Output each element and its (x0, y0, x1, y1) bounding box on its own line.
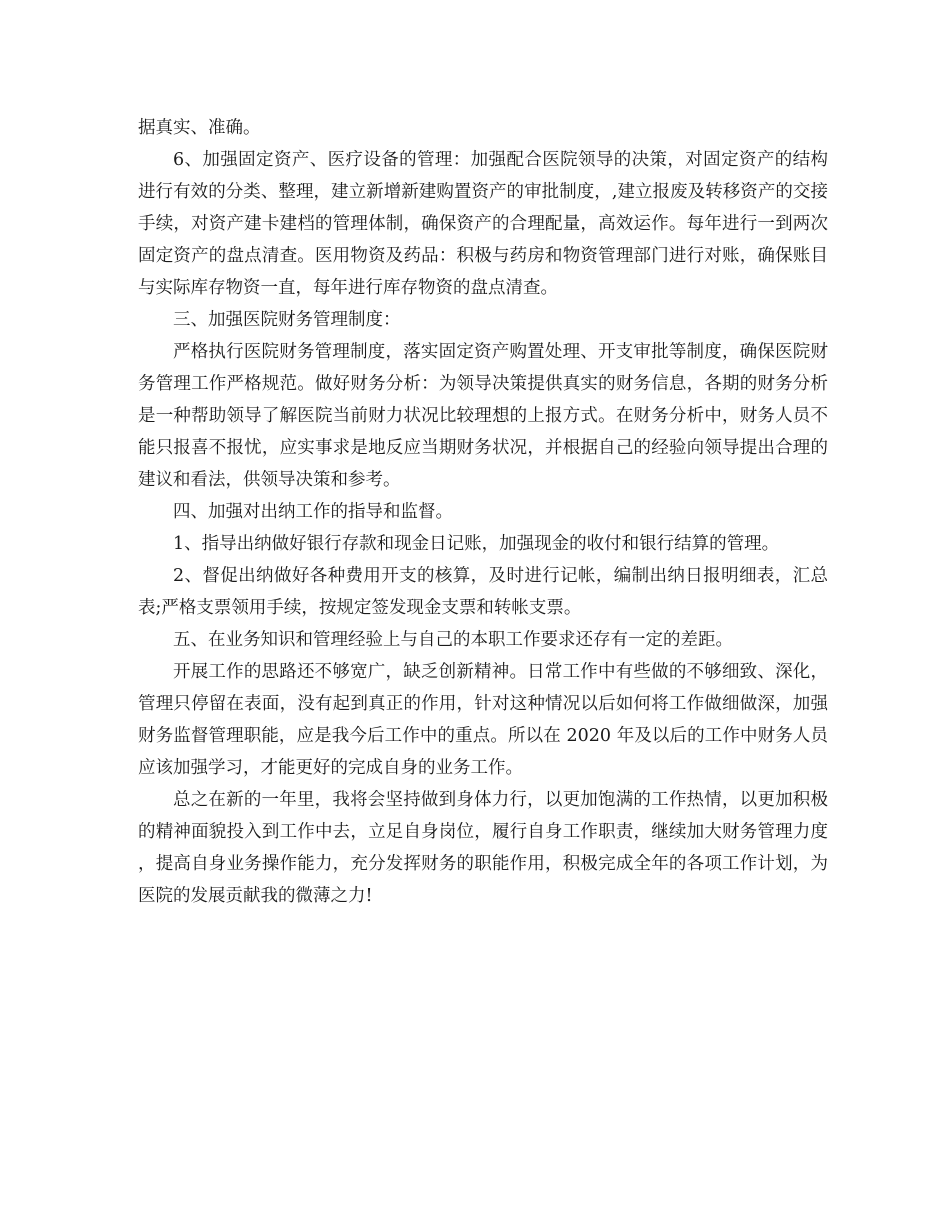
paragraph-continuation: 据真实、准确。 (138, 118, 261, 138)
paragraph-fixed-assets: 6、加强固定资产、医疗设备的管理：加强配合医院领导的决策，对固定资产的结构进行有效的分类、整理，建立新增新建购置资产的审批制度，,建立报废及转移资产的交接手续，对资产建卡建档的管理体制，确保资产的合理配量，高效运作。每年进行一到两次固定资产的盘点清查。医用物资及药品：积极与药房和物资管理部门进行对账，确保账目与实际库存物资一直，每年进行库存物资的盘点清查。 (138, 150, 828, 298)
paragraph-shortcomings: 开展工作的思路还不够宽广，缺乏创新精神。日常工作中有些做的不够细致、深化，管理只停留在表面，没有起到真正的作用，针对这种情况以后如何将工作做细做深，加强财务监督管理职能，应是我今后工作中的重点。所以在 2020 年及以后的工作中财务人员应该加强学习，才能更好的完成自身的业务工作。 (138, 662, 828, 778)
section-heading-3: 三、加强医院财务管理制度： (173, 310, 401, 330)
document-body (138, 112, 828, 912)
paragraph-cashier-2: 2、督促出纳做好各种费用开支的核算，及时进行记帐，编制出纳日报明细表，汇总表;严格支票领用手续，按规定签发现金支票和转帐支票。 (138, 566, 828, 618)
paragraph-financial-management: 严格执行医院财务管理制度，落实固定资产购置处理、开支审批等制度，确保医院财务管理工作严格规范。做好财务分析：为领导决策提供真实的财务信息，各期的财务分析是一种帮助领导了解医院当前财力状况比较理想的上报方式。在财务分析中，财务人员不能只报喜不报忧，应实事求是地反应当期财务状况，并根据自己的经验向领导提出合理的建议和看法，供领导决策和参考。 (138, 342, 828, 490)
paragraph-cashier-1: 1、指导出纳做好银行存款和现金日记账，加强现金的收付和银行结算的管理。 (173, 534, 780, 554)
paragraph-conclusion: 总之在新的一年里，我将会坚持做到身体力行，以更加饱满的工作热情，以更加积极的精神面貌投入到工作中去，立足自身岗位，履行自身工作职责，继续加大财务管理力度，提高自身业务操作能力，充分发挥财务的职能作用，积极完成全年的各项工作计划，为医院的发展贡献我的微薄之力! (138, 790, 828, 906)
section-heading-4: 四、加强对出纳工作的指导和监督。 (173, 502, 453, 522)
section-heading-5: 五、在业务知识和管理经验上与自己的本职工作要求还存有一定的差距。 (173, 630, 733, 650)
